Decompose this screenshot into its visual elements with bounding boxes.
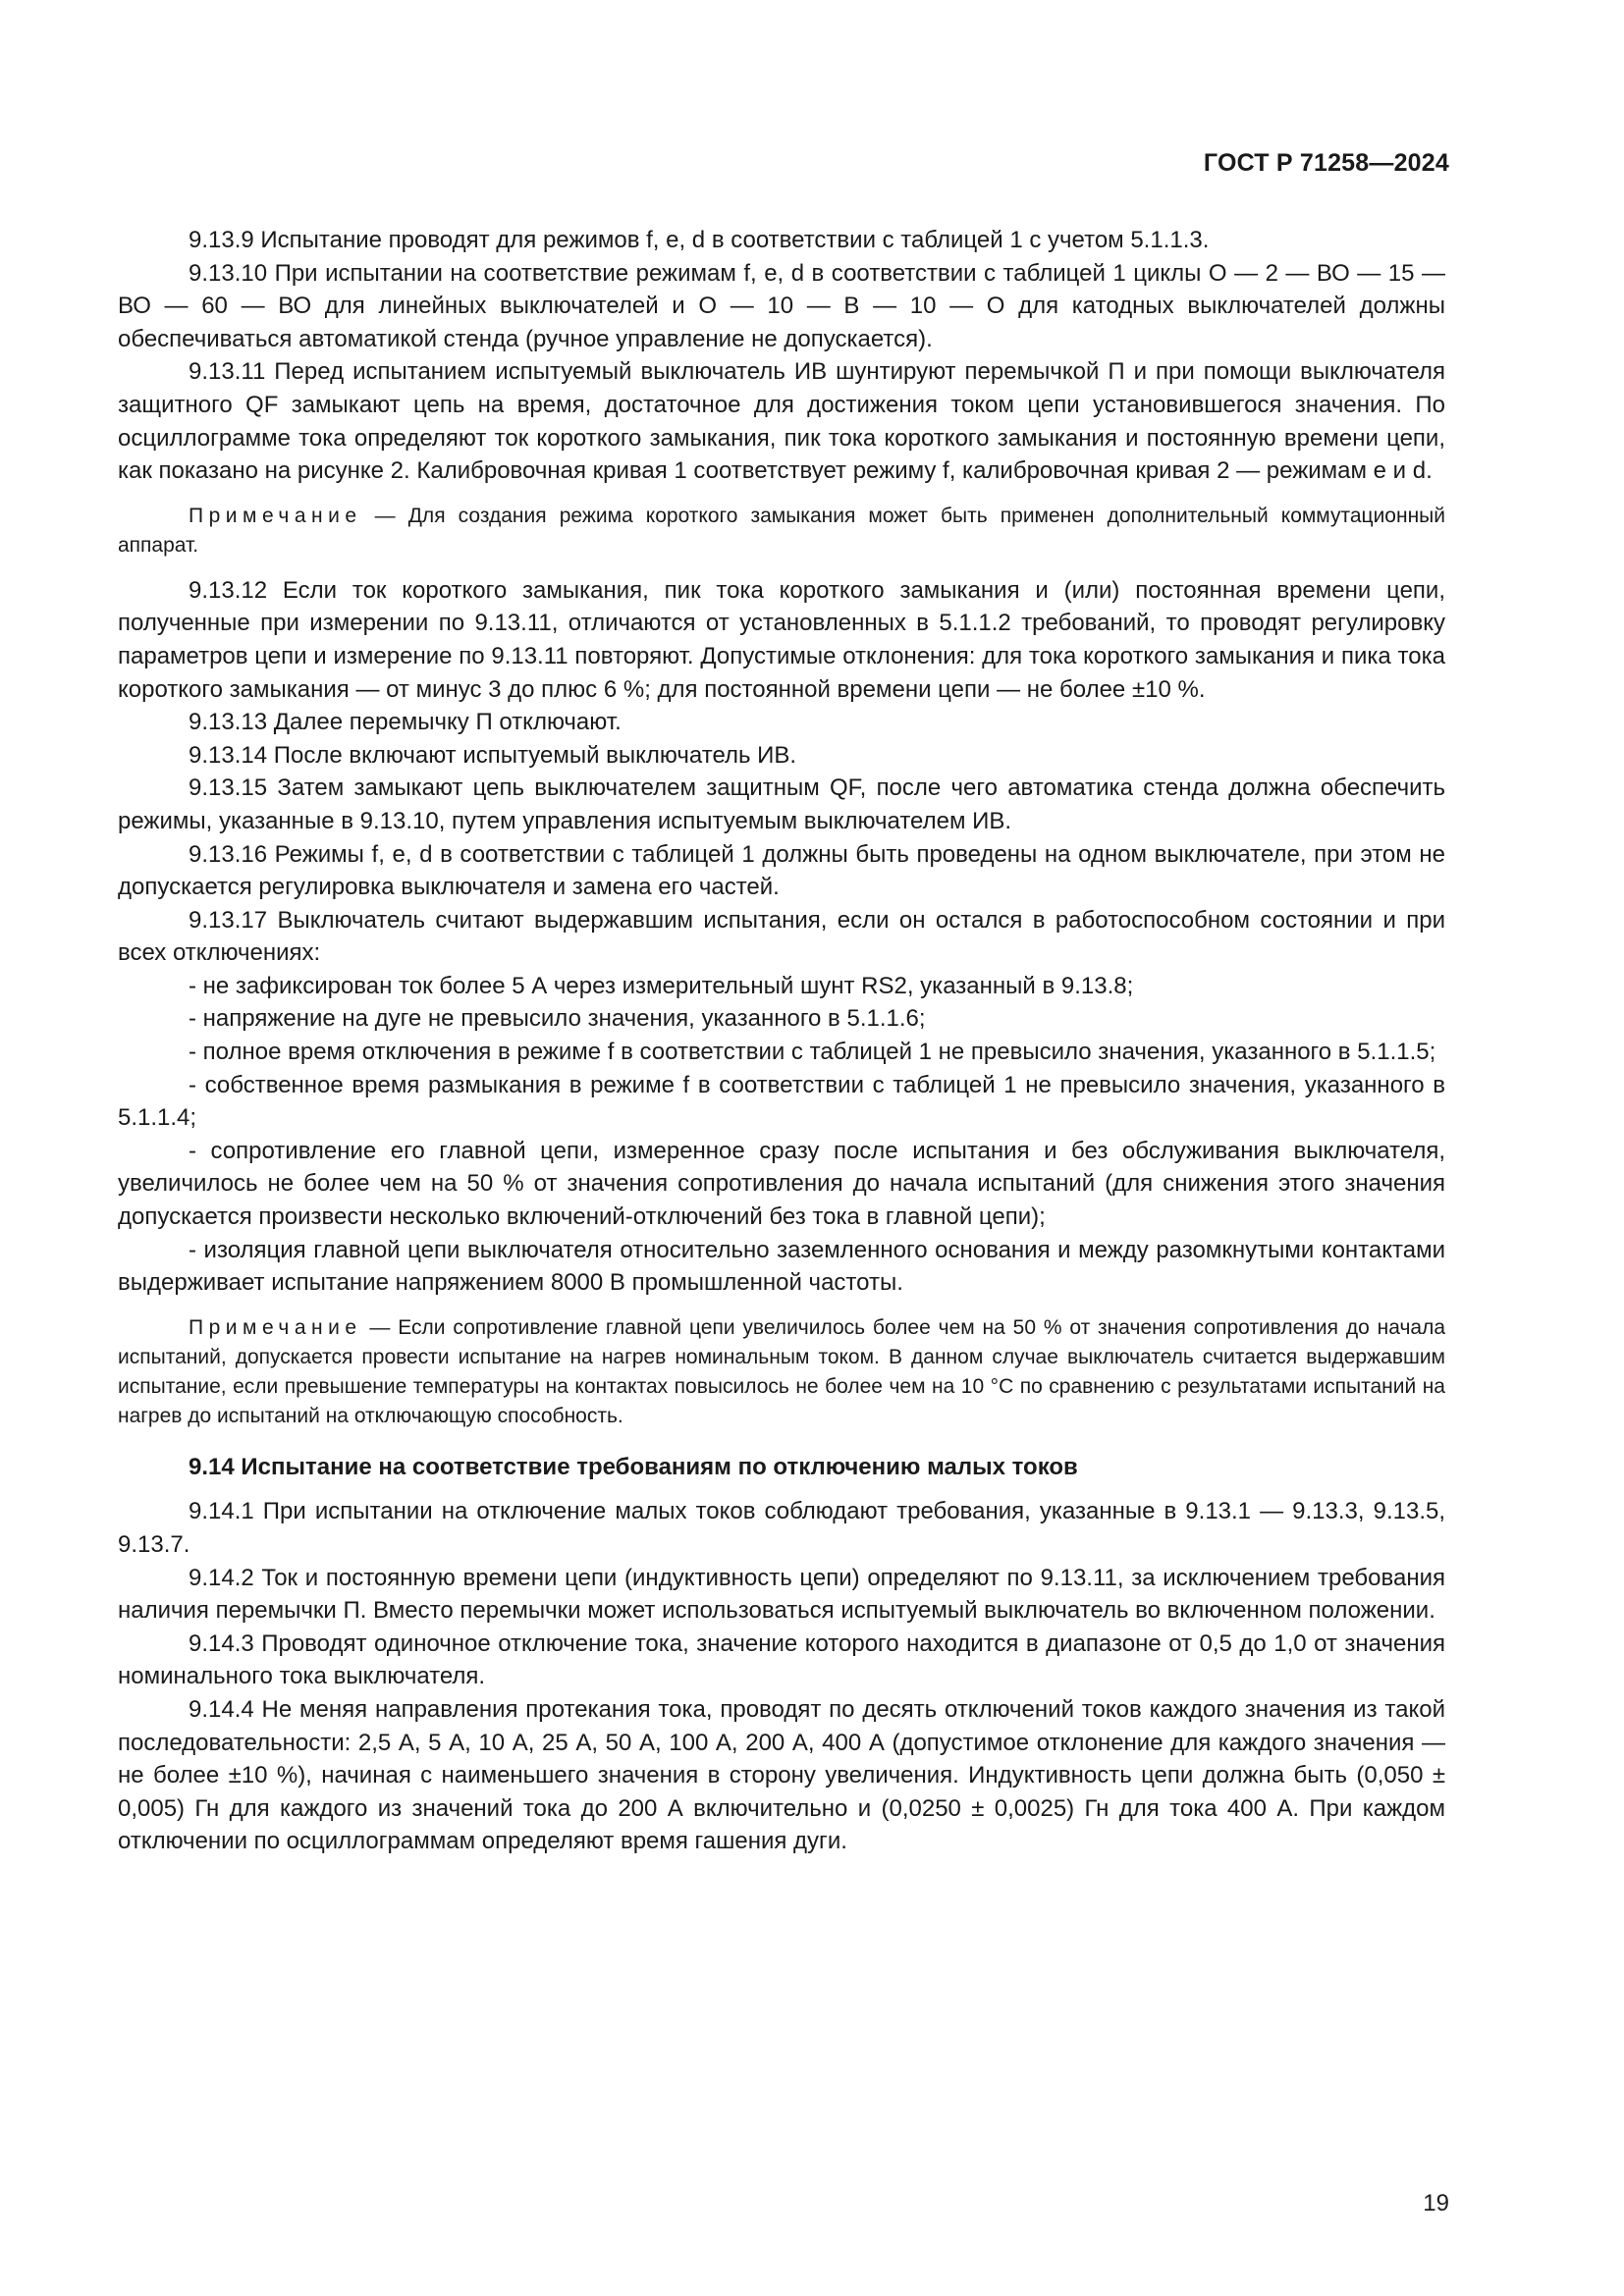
list-item: - не зафиксирован ток более 5 А через измерительный шунт RS2, указанный в 9.13.8; xyxy=(189,972,1134,999)
paragraph-9-13-11: 9.13.11 Перед испытанием испытуемый выключатель ИВ шунтируют перемычкой П и при помощи выключателя защитного QF замыкают цепь на время, достаточное для достижения током цепи установившегося значения. По осциллограмме тока определяют ток короткого замыкания, пик тока короткого замыкания и постоянную времени цепи, как показано на рисунке 2. Калибровочная кривая 1 соответствует режиму f, калибровочная кривая 2 — режимам e и d. xyxy=(118,358,1445,485)
standard-header: ГОСТ Р 71258—2024 xyxy=(1203,149,1449,177)
paragraph-9-14-2: 9.14.2 Ток и постоянную времени цепи (индуктивность цепи) определяют по 9.13.11, за исключением требования наличия перемычки П. Вместо перемычки может использоваться испытуемый выключатель во включенном положении. xyxy=(118,1564,1445,1625)
paragraph-9-13-13: 9.13.13 Далее перемычку П отключают. xyxy=(189,709,622,736)
note-text: — Если сопротивление главной цепи увеличилось более чем на 50 % от значения сопротивления до начала испытаний, допускается провести испытание на нагрев номинальным током. В данном случае выключатель считается выдержавшим испытание, если превышение температуры на контактах повысилось не более чем на 10 °С по сравнению с результатами испытаний на нагрев до испытаний на отключающую способность. xyxy=(118,1315,1445,1427)
note-label: Примечание xyxy=(189,504,362,527)
paragraph-9-14-1: 9.14.1 При испытании на отключение малых токов соблюдают требования, указанные в 9.13.1 — 9.13.3, 9.13.5, 9.13.7. xyxy=(118,1498,1445,1558)
note-2 xyxy=(118,1313,1445,1431)
paragraph-9-14-3: 9.14.3 Проводят одиночное отключение тока, значение которого находится в диапазоне от 0,5 до 1,0 от значения номинального тока выключателя. xyxy=(118,1629,1445,1690)
paragraph-9-13-12: 9.13.12 Если ток короткого замыкания, пик тока короткого замыкания и (или) постоянная времени цепи, полученные при измерении по 9.13.11, отличаются от установленных в 5.1.1.2 требований, то проводят регулировку параметров цепи и измерение по 9.13.11 повторяют. Допустимые отклонения: для тока короткого замыкания и пика тока короткого замыкания — от минус 3 до плюс 6 %; для постоянной времени цепи — не более ±10 %. xyxy=(118,576,1445,703)
paragraph-9-13-16: 9.13.16 Режимы f, e, d в соответствии с таблицей 1 должны быть проведены на одном выключателе, при этом не допускается регулировка выключателя и замена его частей. xyxy=(118,840,1445,901)
paragraph-9-13-10: 9.13.10 При испытании на соответствие режимам f, e, d в соответствии с таблицей 1 циклы О — 2 — ВО — 15 — ВО — 60 — ВО для линейных выключателей и О — 10 — В — 10 — О для катодных выключателей должны обеспечиваться автоматикой стенда (ручное управление не допускается). xyxy=(118,259,1445,352)
note-text: — Для создания режима короткого замыкания может быть применен дополнительный коммутационный аппарат. xyxy=(118,504,1445,557)
document-body xyxy=(118,224,1445,1858)
paragraph-9-13-17: 9.13.17 Выключатель считают выдержавшим испытания, если он остался в работоспособном состоянии и при всех отключениях: xyxy=(118,906,1445,967)
list-item: - сопротивление его главной цепи, измеренное сразу после испытания и без обслуживания выключателя, увеличилось не более чем на 50 % от значения сопротивления до начала испытаний (для снижения этого значения допускается произвести несколько включений-отключений без тока в главной цепи); xyxy=(118,1137,1445,1231)
list-item: - напряжение на дуге не превысило значения, указанного в 5.1.1.6; xyxy=(189,1005,926,1033)
list-item: - полное время отключения в режиме f в соответствии с таблицей 1 не превысило значения, указанного в 5.1.1.5; xyxy=(189,1039,1436,1066)
paragraph-9-13-15: 9.13.15 Затем замыкают цепь выключателем защитным QF, после чего автоматика стенда должна обеспечить режимы, указанные в 9.13.10, путем управления испытуемым выключателем ИВ. xyxy=(118,774,1445,834)
note-1 xyxy=(118,502,1445,561)
list-item: - изоляция главной цепи выключателя относительно заземленного основания и между разомкнутыми контактами выдерживает испытание напряжением 8000 В промышленной частоты. xyxy=(118,1236,1445,1297)
section-heading-9-14: 9.14 Испытание на соответствие требованиям по отключению малых токов xyxy=(189,1453,1078,1480)
paragraph-9-13-9: 9.13.9 Испытание проводят для режимов f, e, d в соответствии с таблицей 1 с учетом 5.1.1.3. xyxy=(189,227,1210,253)
page-number: 19 xyxy=(1423,2190,1449,2216)
paragraph-9-13-14: 9.13.14 После включают испытуемый выключатель ИВ. xyxy=(189,741,797,769)
list-item: - собственное время размыкания в режиме f в соответствии с таблицей 1 не превысило значения, указанного в 5.1.1.4; xyxy=(118,1071,1445,1132)
paragraph-9-14-4: 9.14.4 Не меняя направления протекания тока, проводят по десять отключений токов каждого значения из такой последовательности: 2,5 А, 5 А, 10 А, 25 А, 50 А, 100 А, 200 А, 400 А (допустимое отклонение для каждого значения — не более ±10 %), начиная с наименьшего значения в сторону увеличения. Индуктивность цепи должна быть (0,050 ± 0,005) Гн для каждого из значений тока до 200 А включительно и (0,0250 ± 0,0025) Гн для тока 400 А. При каждом отключении по осциллограммам определяют время гашения дуги. xyxy=(118,1695,1445,1855)
note-label: Примечание xyxy=(189,1315,362,1339)
